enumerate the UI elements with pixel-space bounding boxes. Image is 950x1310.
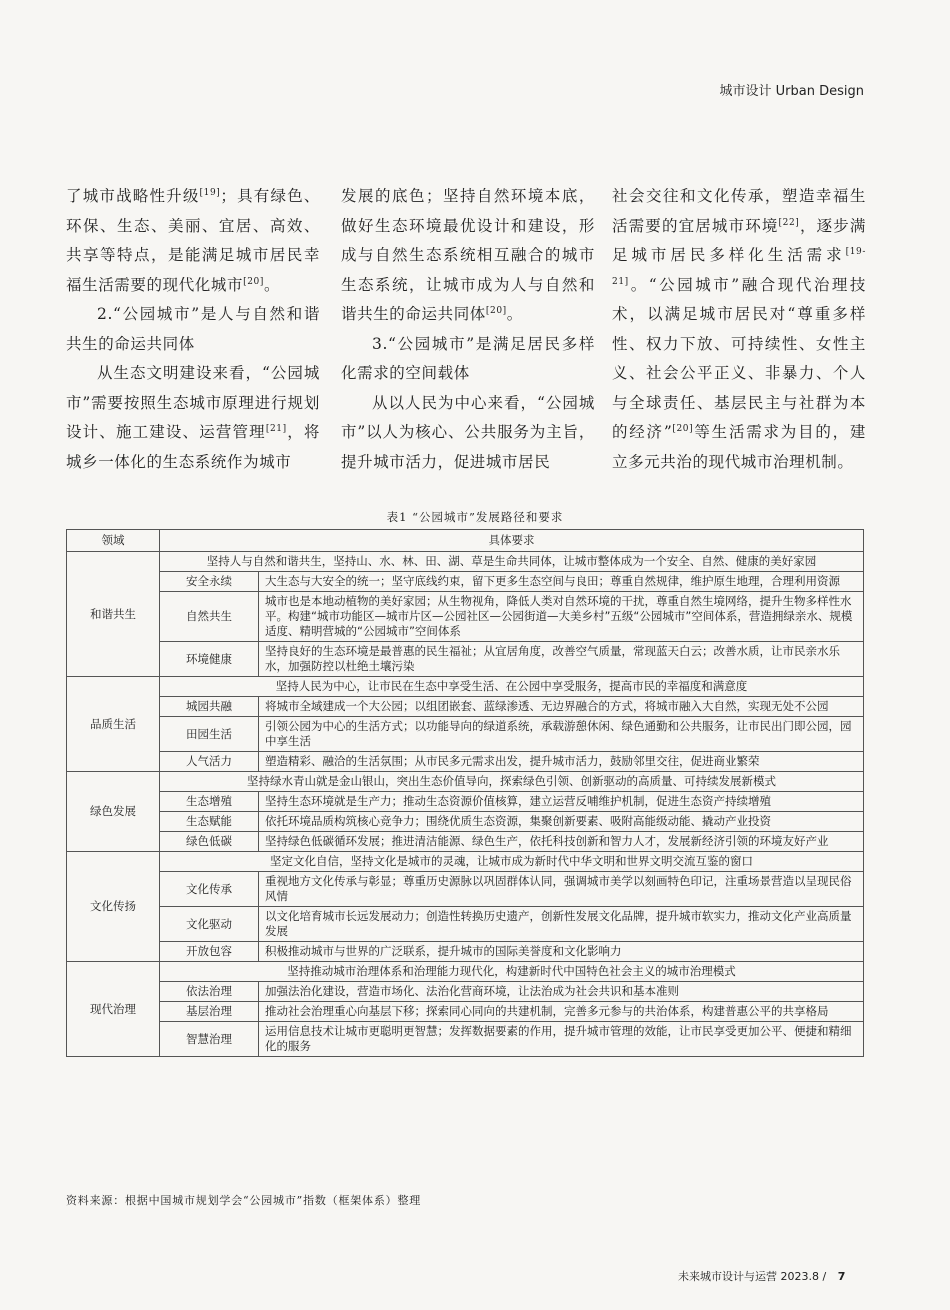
- development-path-table: [66, 529, 864, 1057]
- table-row: [67, 697, 864, 717]
- subitem-text: 运用信息技术让城市更聪明更智慧；发挥数据要素的作用，提升城市管理的效能，让市民享受更加公平、便捷和精细化的服务: [259, 1022, 864, 1057]
- table-row: [67, 592, 864, 642]
- table-row: [67, 572, 864, 592]
- table-row: [67, 552, 864, 572]
- subitem-text: 以文化培育城市长远发展动力；创造性转换历史遗产，创新性发展文化品牌，提升城市软实力，推动文化产业高质量发展: [259, 907, 864, 942]
- subitem-text: 将城市全域建成一个大公园；以组团嵌套、蓝绿渗透、无边界融合的方式，将城市融入大自然，实现无处不公园: [259, 697, 864, 717]
- subitem-text: 大生态与大安全的统一；坚守底线约束，留下更多生态空间与良田；尊重自然规律，维护原生地理，合理利用资源: [259, 572, 864, 592]
- domain-summary: 坚定文化自信，坚持文化是城市的灵魂，让城市成为新时代中华文明和世界文明交流互鉴的窗口: [160, 852, 864, 872]
- table-row: [67, 1002, 864, 1022]
- subitem-name: 文化驱动: [160, 907, 259, 942]
- table-row: [67, 677, 864, 697]
- subitem-name: 安全永续: [160, 572, 259, 592]
- citation: [22]: [778, 217, 800, 228]
- domain-summary: 坚持推动城市治理体系和治理能力现代化，构建新时代中国特色社会主义的城市治理模式: [160, 962, 864, 982]
- subitem-name: 开放包容: [160, 942, 259, 962]
- journal-name: 未来城市设计与运营: [678, 1270, 777, 1283]
- domain-cell: 品质生活: [67, 677, 160, 772]
- table-source-note: 资料来源：根据中国城市规划学会“公园城市”指数（框架体系）整理: [66, 1194, 422, 1207]
- paragraph: 从生态文明建设来看，“公园城市”需要按照生态城市原理进行规划设计、施工建设、运营管理[21]，将城乡一体化的生态系统作为城市: [66, 364, 321, 471]
- domain-cell: 绿色发展: [67, 772, 160, 852]
- table-row: [67, 772, 864, 792]
- table-row: [67, 1022, 864, 1057]
- subitem-text: 重视地方文化传承与彰显；尊重历史源脉以巩固群体认同，强调城市美学以刻画特色印记，注重场景营造以呈现民俗风情: [259, 872, 864, 907]
- domain-cell: 现代治理: [67, 962, 160, 1057]
- subitem-text: 坚持绿色低碳循环发展；推进清洁能源、绿色生产，依托科技创新和智力人才，发展新经济引领的环境友好产业: [259, 832, 864, 852]
- citation: [19-21]: [612, 246, 866, 287]
- citation: [20]: [485, 305, 507, 316]
- citation: [19]: [199, 187, 221, 198]
- table-header-requirements: 具体要求: [160, 530, 864, 552]
- section-heading: 3.“公园城市”是满足居民多样化需求的空间载体: [341, 334, 595, 382]
- subitem-name: 生态增殖: [160, 792, 259, 812]
- paragraph: 发展的底色；坚持自然环境本底，做好生态环境最优设计和建设，形成与自然生态系统相互融合的城市生态系统，让城市成为人与自然和谐共生的命运共同体[20]。: [341, 187, 595, 323]
- table-row: [67, 872, 864, 907]
- table-row: [67, 717, 864, 752]
- table-row: [67, 792, 864, 812]
- issue-number: 2023.8 /: [780, 1270, 827, 1283]
- subitem-name: 绿色低碳: [160, 832, 259, 852]
- page-footer: [678, 1268, 845, 1284]
- subitem-text: 积极推动城市与世界的广泛联系，提升城市的国际美誉度和文化影响力: [259, 942, 864, 962]
- table-row: [67, 642, 864, 677]
- paragraph: 从以人民为中心来看，“公园城市”以人为核心、公共服务为主旨，提升城市活力，促进城市居民: [341, 393, 595, 471]
- table-row: [67, 907, 864, 942]
- citation: [20]: [672, 423, 694, 434]
- section-heading: 2.“公园城市”是人与自然和谐共生的命运共同体: [66, 305, 320, 353]
- table-row: [67, 942, 864, 962]
- subitem-name: 城园共融: [160, 697, 259, 717]
- citation: [20]: [243, 276, 264, 287]
- subitem-name: 自然共生: [160, 592, 259, 642]
- subitem-name: 基层治理: [160, 1002, 259, 1022]
- text-column-3: [612, 182, 866, 477]
- subitem-name: 文化传承: [160, 872, 259, 907]
- subitem-name: 人气活力: [160, 752, 259, 772]
- paragraph: 了城市战略性升级[19]；具有绿色、环保、生态、美丽、宜居、高效、共享等特点，是能满足城市居民幸福生活需要的现代化城市[20]。: [66, 187, 320, 294]
- subitem-name: 田园生活: [160, 717, 259, 752]
- subitem-text: 加强法治化建设，营造市场化、法治化营商环境，让法治成为社会共识和基本准则: [259, 982, 864, 1002]
- table-row: [67, 832, 864, 852]
- domain-summary: 坚持人民为中心，让市民在生态中享受生活、在公园中享受服务，提高市民的幸福度和满意度: [160, 677, 864, 697]
- domain-cell: 和谐共生: [67, 552, 160, 677]
- running-header: 城市设计 Urban Design: [719, 84, 864, 99]
- domain-summary: 坚持绿水青山就是金山银山，突出生态价值导向，探索绿色引领、创新驱动的高质量、可持续发展新模式: [160, 772, 864, 792]
- subitem-text: 引领公园为中心的生活方式；以功能导向的绿道系统，承载游憩休闲、绿色通勤和公共服务，让市民出门即公园，园中享生活: [259, 717, 864, 752]
- table-row: [67, 812, 864, 832]
- table-caption: 表1 “公园城市”发展路径和要求: [386, 510, 564, 524]
- subitem-name: 环境健康: [160, 642, 259, 677]
- subitem-text: 坚持良好的生态环境是最普惠的民生福祉；从宜居角度，改善空气质量，常现蓝天白云；改善水质，让市民亲水乐水，加强防控以杜绝土壤污染: [259, 642, 864, 677]
- text-column-2: [341, 182, 595, 477]
- text-column-1: [66, 182, 320, 477]
- table-row: [67, 982, 864, 1002]
- table-header-domain: 领域: [67, 530, 160, 552]
- subitem-text: 推动社会治理重心向基层下移；探索同心同向的共建机制，完善多元参与的共治体系，构建普惠公平的共享格局: [259, 1002, 864, 1022]
- subitem-name: 依法治理: [160, 982, 259, 1002]
- subitem-text: 城市也是本地动植物的美好家园；从生物视角，降低人类对自然环境的干扰，尊重自然生境网络，提升生物多样性水平。构建“城市功能区—城市片区—公园社区—公园街道—大美乡村”五级“公园城市”空间体系，营造拥绿亲水、规模适度、精明营城的“公园城市”空间体系: [259, 592, 864, 642]
- subitem-name: 生态赋能: [160, 812, 259, 832]
- domain-cell: 文化传扬: [67, 852, 160, 962]
- domain-summary: 坚持人与自然和谐共生，坚持山、水、林、田、湖、草是生命共同体，让城市整体成为一个安全、自然、健康的美好家园: [160, 552, 864, 572]
- citation: [21]: [265, 423, 287, 434]
- paragraph: 社会交往和文化传承，塑造幸福生活需要的宜居城市环境[22]，逐步满足城市居民多样化生活需求[19-21]。“公园城市”融合现代治理技术，以满足城市居民对“尊重多样性、权力下放、可持续性、女性主义、社会公平正义、非暴力、个人与全球责任、基层民主与社群为本的经济”[20]等生活需求为目的，建立多元共治的现代城市治理机制。: [612, 187, 866, 471]
- table-row: [67, 752, 864, 772]
- subitem-name: 智慧治理: [160, 1022, 259, 1057]
- subitem-text: 塑造精彩、融洽的生活氛围；从市民多元需求出发，提升城市活力，鼓励邻里交往，促进商业繁荣: [259, 752, 864, 772]
- table-row: [67, 962, 864, 982]
- table-row: [67, 852, 864, 872]
- subitem-text: 坚持生态环境就是生产力；推动生态资源价值核算，建立运营反哺维护机制，促进生态资产持续增殖: [259, 792, 864, 812]
- subitem-text: 依托环境品质构筑核心竞争力；围绕优质生态资源，集聚创新要素、吸附高能级动能、撬动产业投资: [259, 812, 864, 832]
- page-number: 7: [837, 1270, 846, 1283]
